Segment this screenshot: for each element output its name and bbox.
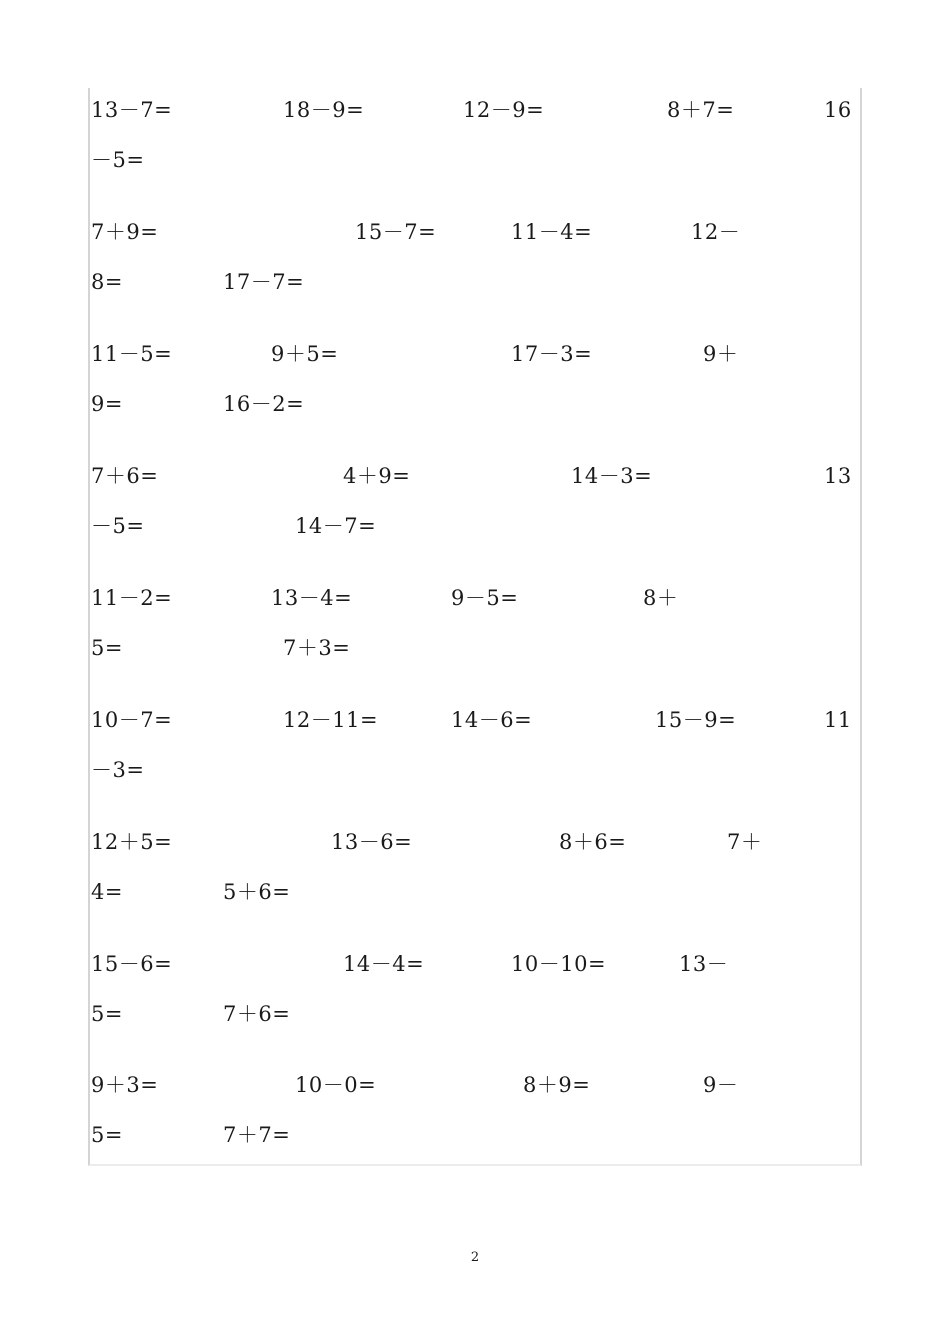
problem-item: 9＋ <box>703 342 739 366</box>
worksheet-frame <box>88 88 862 1166</box>
problem-item: 11－2= <box>91 586 173 610</box>
problem-item: 5= <box>91 1002 123 1026</box>
problem-item: －5= <box>91 148 145 172</box>
problem-item: 13－4= <box>271 586 353 610</box>
problem-item: 8＋6= <box>559 830 627 854</box>
problem-item: 13－6= <box>331 830 413 854</box>
problem-item: 7＋3= <box>283 636 351 660</box>
problem-item: 9＋3= <box>91 1073 159 1097</box>
problem-item: 11 <box>824 708 852 732</box>
problem-item: 17－3= <box>511 342 593 366</box>
problem-item: 8＋7= <box>667 98 735 122</box>
problem-item: 13 <box>824 464 852 488</box>
problem-item: 12－ <box>691 220 741 244</box>
problem-item: 13－7= <box>91 98 173 122</box>
problem-item: 14－6= <box>451 708 533 732</box>
problem-item: 8= <box>91 270 123 294</box>
problem-item: 10－10= <box>511 952 607 976</box>
problem-item: 10－0= <box>295 1073 377 1097</box>
problem-item: 8＋9= <box>523 1073 591 1097</box>
problem-item: 12－11= <box>283 708 379 732</box>
problem-item: 7＋6= <box>91 464 159 488</box>
problem-item: 14－7= <box>295 514 377 538</box>
page-number: 2 <box>470 1250 480 1265</box>
problem-item: 16－2= <box>223 392 305 416</box>
problem-item: 13－ <box>679 952 729 976</box>
problem-item: 4= <box>91 880 123 904</box>
problem-item: 7＋9= <box>91 220 159 244</box>
problem-item: 15－7= <box>355 220 437 244</box>
problem-item: 9＋5= <box>271 342 339 366</box>
problem-item: 7＋7= <box>223 1123 291 1147</box>
problem-item: 5= <box>91 1123 123 1147</box>
problem-item: 17－7= <box>223 270 305 294</box>
problem-item: 15－9= <box>655 708 737 732</box>
problem-item: 5＋6= <box>223 880 291 904</box>
problem-item: 4＋9= <box>343 464 411 488</box>
problem-item: 9－5= <box>451 586 519 610</box>
problem-item: 11－5= <box>91 342 173 366</box>
problem-item: －3= <box>91 758 145 782</box>
problem-item: －5= <box>91 514 145 538</box>
problem-item: 16 <box>824 98 852 122</box>
problem-item: 12－9= <box>463 98 545 122</box>
problem-item: 15－6= <box>91 952 173 976</box>
problem-item: 10－7= <box>91 708 173 732</box>
problem-item: 8＋ <box>643 586 679 610</box>
problem-item: 7＋6= <box>223 1002 291 1026</box>
problem-item: 14－4= <box>343 952 425 976</box>
problem-item: 18－9= <box>283 98 365 122</box>
problem-item: 14－3= <box>571 464 653 488</box>
problem-item: 12＋5= <box>91 830 173 854</box>
problem-item: 7＋ <box>727 830 763 854</box>
problem-item: 9= <box>91 392 123 416</box>
problem-item: 9－ <box>703 1073 739 1097</box>
problem-item: 5= <box>91 636 123 660</box>
problem-item: 11－4= <box>511 220 593 244</box>
